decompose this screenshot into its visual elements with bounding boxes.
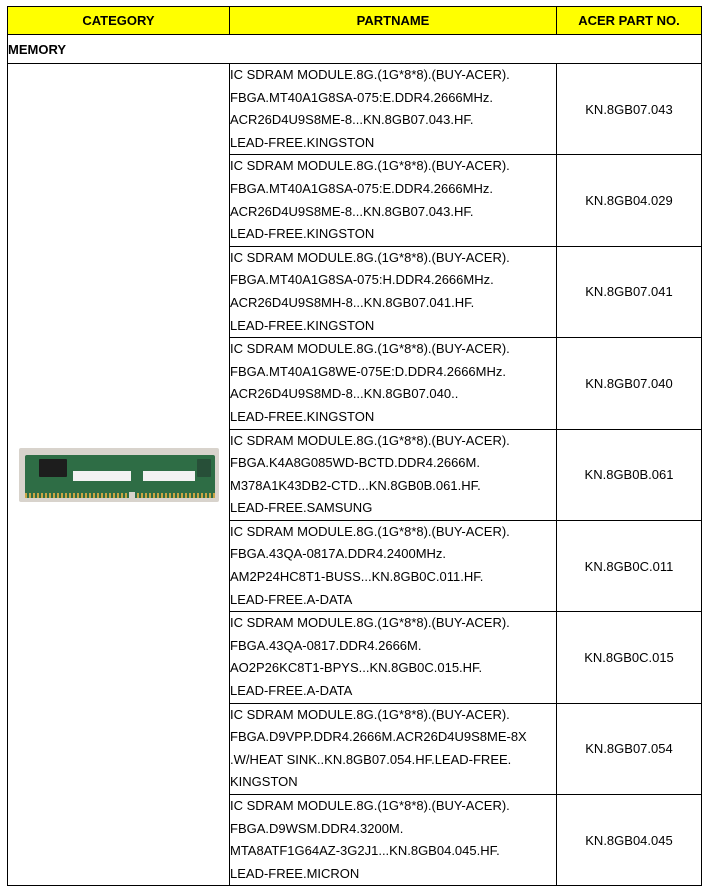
partname-line: ACR26D4U9S8ME-8...KN.8GB07.043.HF. (230, 203, 474, 219)
partname-line: ACR26D4U9S8ME-8...KN.8GB07.043.HF. (230, 112, 474, 128)
partname-line: FBGA.MT40A1G8WE-075E:D.DDR4.2666MHz. (230, 363, 506, 379)
partname-line: IC SDRAM MODULE.8G.(1G*8*8).(BUY-ACER). (230, 798, 510, 813)
partname-line: IC SDRAM MODULE.8G.(1G*8*8).(BUY-ACER). (230, 249, 510, 265)
header-partname: PARTNAME (230, 7, 557, 35)
partname-line: LEAD-FREE.MICRON (230, 865, 360, 881)
partname-line: FBGA.D9WSM.DDR4.3200M. (230, 820, 404, 836)
partname-line: FBGA.D9VPP.DDR4.2666M.ACR26D4U9S8ME-8X (230, 729, 527, 745)
partname-line: LEAD-FREE.A-DATA (230, 591, 353, 607)
acer-part-no-cell: KN.8GB07.043 (557, 64, 702, 155)
partname-line: LEAD-FREE.KINGSTON (230, 317, 375, 333)
partname-line: AO2P26KC8T1-BPYS...KN.8GB0C.015.HF. (230, 660, 483, 676)
partname-line: IC SDRAM MODULE.8G.(1G*8*8).(BUY-ACER). (230, 615, 510, 631)
partname-line: FBGA.K4A8G085WD-BCTD.DDR4.2666M. (230, 455, 480, 471)
parts-table (7, 6, 702, 886)
ram-module-image (19, 448, 219, 502)
acer-part-no-cell: KN.8GB0C.015 (557, 612, 702, 703)
partname-line: IC SDRAM MODULE.8G.(1G*8*8).(BUY-ACER). (230, 158, 510, 174)
partname-line: LEAD-FREE.KINGSTON (230, 408, 375, 424)
acer-part-no-cell: KN.8GB0C.011 (557, 520, 702, 611)
acer-part-no-cell: KN.8GB07.041 (557, 246, 702, 337)
partname-cell (230, 338, 557, 429)
partname-cell (230, 612, 557, 703)
partname-line: ACR26D4U9S8MH-8...KN.8GB07.041.HF. (230, 294, 475, 310)
partname-cell (230, 429, 557, 520)
partname-line: KINGSTON (230, 774, 298, 790)
partname-line: IC SDRAM MODULE.8G.(1G*8*8).(BUY-ACER). (230, 523, 510, 539)
partname-cell (230, 795, 557, 886)
category-image-cell (8, 64, 230, 886)
section-title: MEMORY (8, 35, 702, 64)
partname-line: LEAD-FREE.A-DATA (230, 683, 353, 699)
partname-line: ACR26D4U9S8MD-8...KN.8GB07.040.. (230, 386, 459, 402)
partname-line: FBGA.MT40A1G8SA-075:E.DDR4.2666MHz. (230, 180, 493, 196)
acer-part-no-cell: KN.8GB04.029 (557, 155, 702, 246)
partname-cell (230, 246, 557, 337)
partname-line: IC SDRAM MODULE.8G.(1G*8*8).(BUY-ACER). (230, 67, 510, 82)
partname-line: IC SDRAM MODULE.8G.(1G*8*8).(BUY-ACER). (230, 706, 510, 722)
partname-line: AM2P24HC8T1-BUSS...KN.8GB0C.011.HF. (230, 569, 484, 585)
partname-line: IC SDRAM MODULE.8G.(1G*8*8).(BUY-ACER). (230, 432, 510, 448)
header-row (8, 7, 702, 35)
partname-line: .W/HEAT SINK..KN.8GB07.054.HF.LEAD-FREE. (230, 751, 512, 767)
partname-line: FBGA.MT40A1G8SA-075:E.DDR4.2666MHz. (230, 89, 493, 105)
acer-part-no-cell: KN.8GB07.054 (557, 703, 702, 794)
acer-part-no-cell: KN.8GB04.045 (557, 795, 702, 886)
partname-line: LEAD-FREE.KINGSTON (230, 134, 375, 150)
partname-line: MTA8ATF1G64AZ-3G2J1...KN.8GB04.045.HF. (230, 843, 500, 859)
partname-line: M378A1K43DB2-CTD...KN.8GB0B.061.HF. (230, 477, 481, 493)
partname-cell (230, 64, 557, 155)
partname-line: LEAD-FREE.KINGSTON (230, 226, 375, 242)
partname-cell (230, 520, 557, 611)
partname-line: FBGA.43QA-0817.DDR4.2666M. (230, 637, 422, 653)
table-row (8, 64, 702, 155)
header-category: CATEGORY (8, 7, 230, 35)
partname-cell (230, 703, 557, 794)
partname-line: FBGA.MT40A1G8SA-075:H.DDR4.2666MHz. (230, 272, 494, 288)
acer-part-no-cell: KN.8GB07.040 (557, 338, 702, 429)
header-acer-part-no: ACER PART NO. (557, 7, 702, 35)
partname-line: LEAD-FREE.SAMSUNG (230, 500, 373, 516)
partname-line: IC SDRAM MODULE.8G.(1G*8*8).(BUY-ACER). (230, 341, 510, 357)
acer-part-no-cell: KN.8GB0B.061 (557, 429, 702, 520)
partname-cell (230, 155, 557, 246)
section-row (8, 35, 702, 64)
partname-line: FBGA.43QA-0817A.DDR4.2400MHz. (230, 546, 447, 562)
